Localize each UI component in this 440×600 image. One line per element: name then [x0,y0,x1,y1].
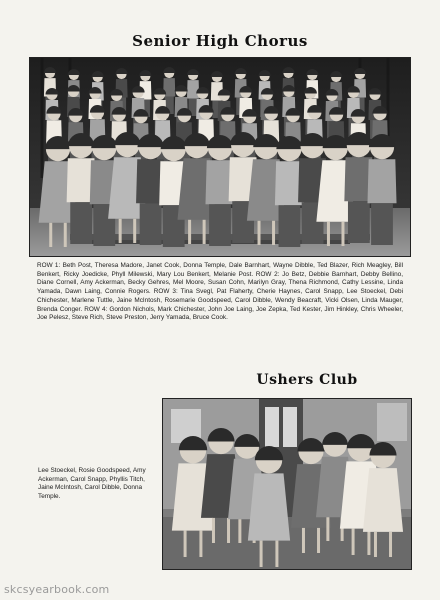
senior-chorus-caption [37,262,403,323]
ushers-club-photo [162,398,412,570]
watermark-text: skcsyearbook.com [4,583,110,596]
chorus-group-photo-image [30,58,410,256]
photo-figure [367,134,396,245]
ushers-club-caption [38,467,158,502]
senior-chorus-names: ROW 1: Beth Post, Theresa Madore, Janet Cook, Donna Temple, Dale Barnhart, Wayne Dibble, Ted Blazer, Rich Meagley, Bill Benkert, Ricky Joedicke, Phyll Milewski, Mary Lou Benkert, Melanie Post. ROW 2: Jo Betz, Debbie Barnhart, Debby Bellino, Diane Cornell, Amy Ackerman, Becky Gehres, Mel Moore, Susan Cohn, Marilyn Gray, Thena Richmond, Cathy Lessine, Linda Yamada, Dawn Laing, Connie Rogers. ROW 3: Tina Svegl, Pat Flaherty, Cherie Haynes, Carol Snapp, Lee Stoeckel, Debi Chichester, Marlene Tuttle, Jaine McIntosh, Rosemarie Goodspeed, Carol Dibble, Wendy Beacraft, Vicki Olsen, Linda Mauger, Brenda Conger. ROW 4: Gordon Nichols, Mark Chichester, John Joe Laing, Joe Zepka, Ted Kester, Jim Hinkley, Chris Wheeler, Joe Pelesz, Steve Rich, Steve Preston, Jerry Yamada, Bruce Cook. [37,262,403,322]
ushers-club-names: Lee Stoeckel, Rosie Goodspeed, Amy Ackerman, Carol Snapp, Phyllis Titch, Jaine McIntosh, Carol Dibble, Donna Temple. [38,467,146,501]
ushers-group-photo-image [163,399,411,569]
senior-chorus-title: Senior High Chorus [132,32,308,50]
senior-chorus-photo [29,57,411,257]
ushers-club-title: Ushers Club [256,372,358,388]
